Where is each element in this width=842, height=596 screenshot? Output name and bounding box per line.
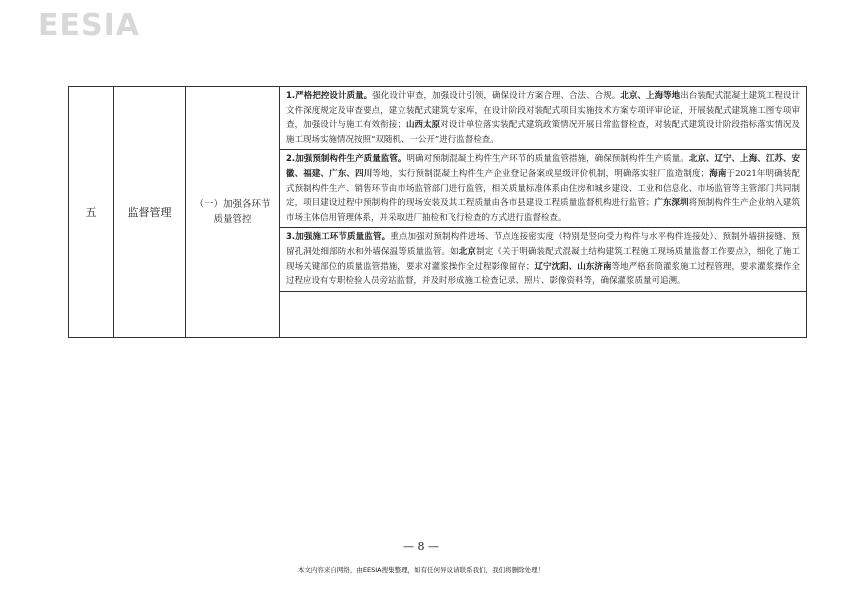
table-row xyxy=(69,87,807,150)
empty-cell xyxy=(280,291,807,337)
item-design-quality: 1.严格把控设计质量。强化设计审查，加强设计引领，确保设计方案合理、合法、合规。北京、上海等地出台装配式混凝土建筑工程设计文件深度规定及审查要点，建立装配式建筑专家库，在设计阶段对装配式项目实施技术方案专项评审论证，开展装配式建筑施工图专项审查，加强设计与施工有效衔接；山西太原对设计单位落实装配式建筑政策情况开展日常监督检查，对装配式建筑设计阶段指标落实情况及施工现场实施情况按照“双随机、一公开”进行监督检查。 xyxy=(280,87,807,150)
footer-notice: 本文内容来自网络，由EESIA搜集整理，如有任何异议请联系我们，我们将删除处理！ xyxy=(297,566,545,574)
eesia-logo: EESIA xyxy=(38,8,140,43)
subcategory-cell: （一）加强各环节质量管控 xyxy=(186,87,280,338)
row-number: 五 xyxy=(69,87,114,338)
category-cell: 监督管理 xyxy=(114,87,186,338)
page-number: — 8 — xyxy=(403,540,439,553)
item-construction-quality: 3.加强施工环节质量监管。重点加强对预制构件进场、节点连接密实度（特别是竖向受力构件与水平构件连接处）、预制外墙拼接缝、预留孔洞处细部防水和外墙保温等质量监管。如北京制定《关于明确装配式混凝土结构建筑工程施工现场质量监督工作要点》，细化了施工现场关键部位的质量监管措施，要求对灌浆操作全过程影像留存；辽宁沈阳、山东济南等地严格套筒灌浆施工过程管理，要求灌浆操作全过程应设有专职检验人员旁站监督，并及时形成施工检查记录、照片、影像资料等，确保灌浆质量可追溯。 xyxy=(280,228,807,291)
document-table xyxy=(68,86,807,338)
item-prefab-quality: 2.加强预制构件生产质量监管。明确对预制混凝土构件生产环节的质量监管措施，确保预制构件生产质量。北京、辽宁、上海、江苏、安徽、福建、广东、四川等地，实行预制混凝土构件生产企业登记备案或星级评价机制，明确落实驻厂监造制度；海南于2021年明确装配式预制构件生产、销售环节由市场监管部门进行监管，相关质量标准体系由住房和城乡建设、工业和信息化、市场监管等主管部门共同制定，项目建设过程中预制构件的现场安装及其工程质量由各市县建设工程质量监督机构进行监管；广东深圳将预制构件生产企业纳入建筑市场主体信用管理体系，并采取进厂抽检和飞行检查的方式进行监督检查。 xyxy=(280,150,807,228)
